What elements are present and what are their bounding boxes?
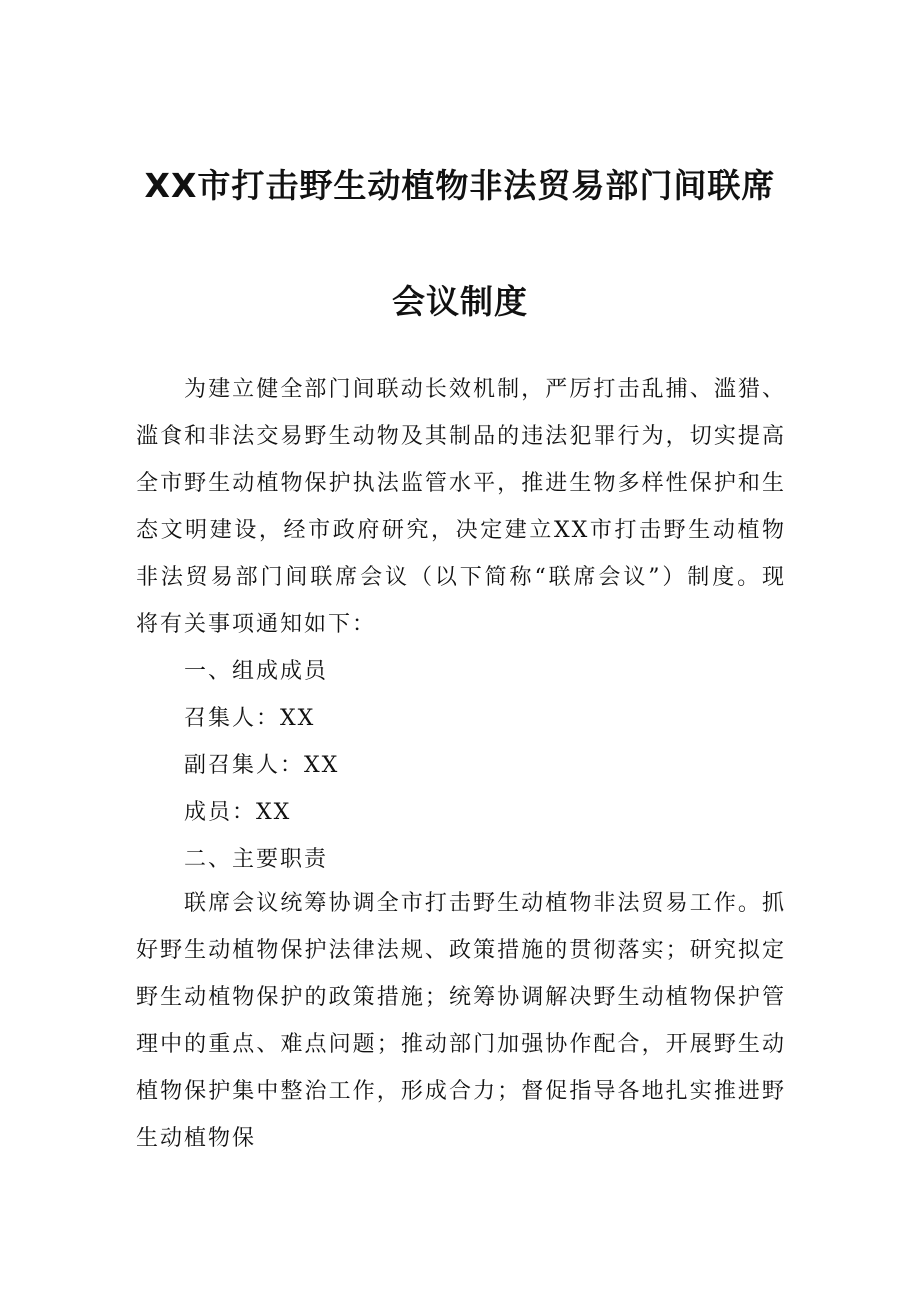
members-line: 成员：XX — [184, 800, 292, 825]
document-body-lower — [136, 880, 786, 1162]
document-body-upper — [136, 366, 786, 883]
document-title-line-2: 会议制度 — [392, 282, 528, 321]
section-1-heading: 一、组成成员 — [184, 659, 329, 684]
deputy-convener-line: 副召集人：XX — [184, 753, 340, 778]
section-2-heading: 二、主要职责 — [184, 847, 329, 872]
intro-paragraph: 为建立健全部门间联动长效机制，严厉打击乱捕、滥猎、滥食和非法交易野生动物及其制品的违法犯罪行为，切实提高全市野生动植物保护执法监管水平，推进生物多样性保护和生态文明建设，经市政府研究，决定建立XX市打击野生动植物非法贸易部门间联席会议（以下简称“联席会议”）制度。现将有关事项通知如下： — [136, 377, 786, 637]
document-title-line-1: XX市打击野生动植物非法贸易部门间联席 — [144, 166, 776, 205]
duties-paragraph: 联席会议统筹协调全市打击野生动植物非法贸易工作。抓好野生动植物保护法律法规、政策措施的贯彻落实；研究拟定野生动植物保护的政策措施；统筹协调解决野生动植物保护管理中的重点、难点问题；推动部门加强协作配合，开展野生动植物保护集中整治工作，形成合力；督促指导各地扎实推进野生动植物保 — [136, 891, 786, 1151]
convener-line: 召集人：XX — [184, 706, 316, 731]
